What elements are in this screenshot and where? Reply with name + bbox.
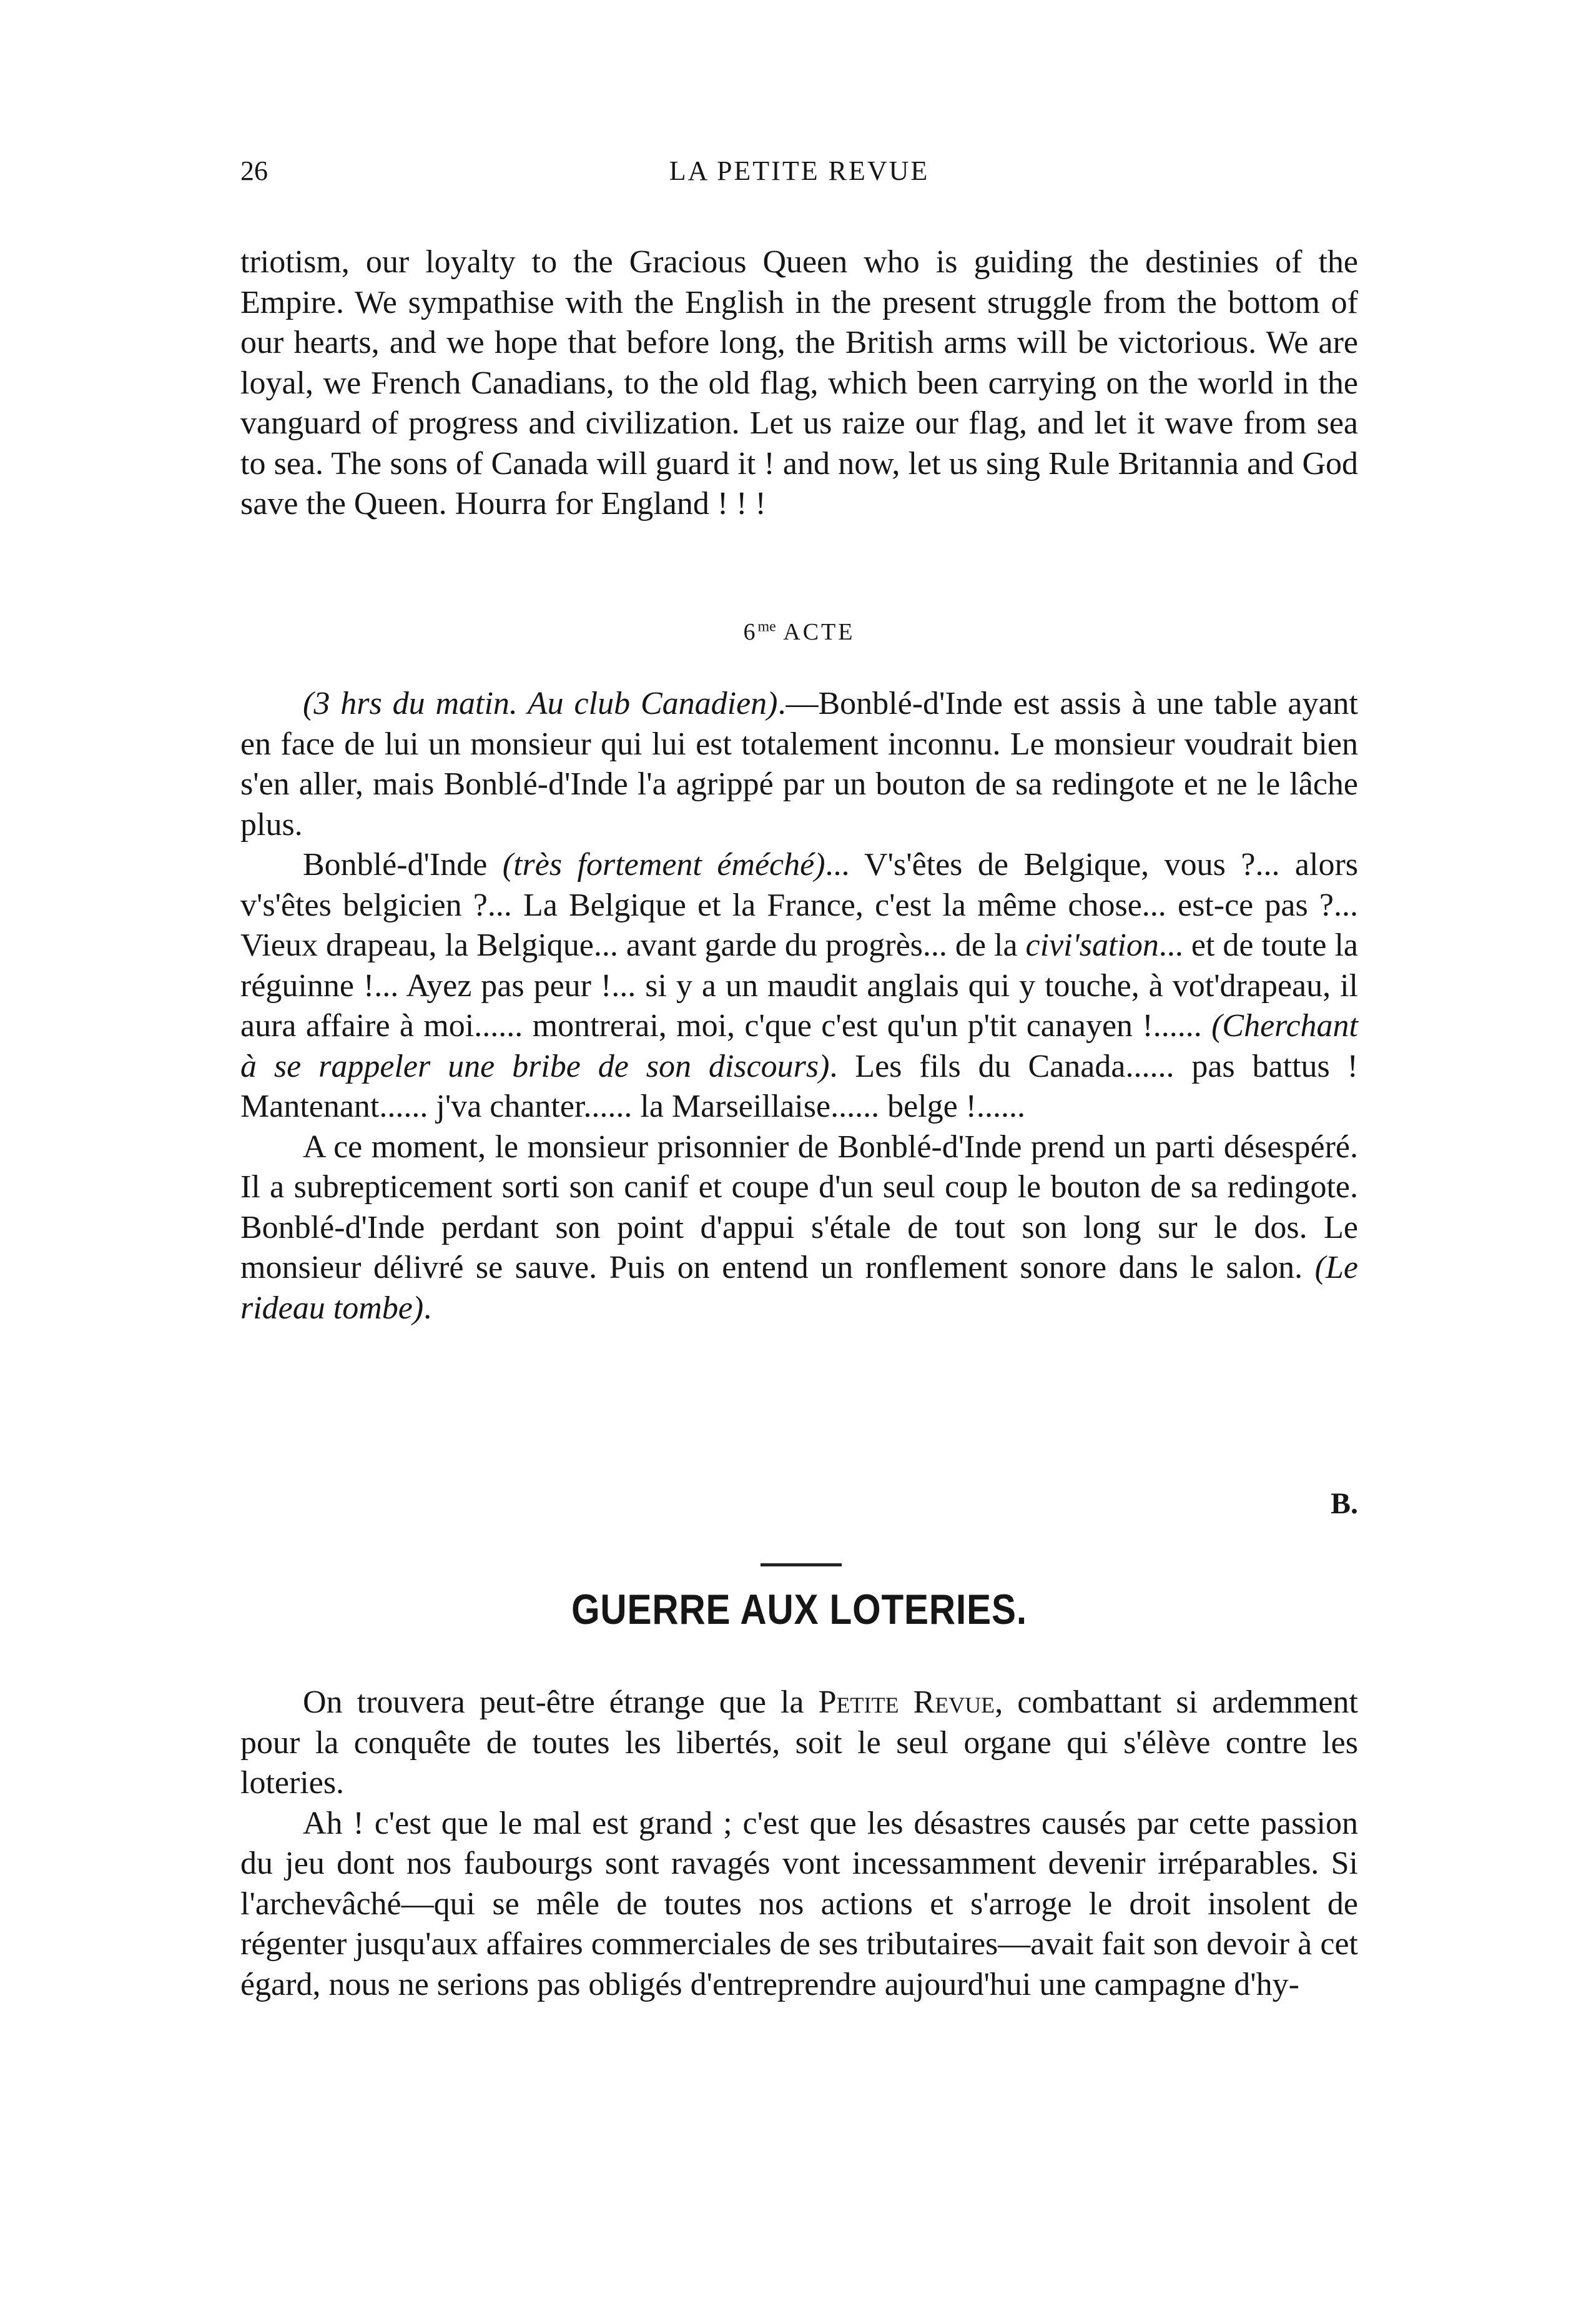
article-text: On trouvera peut-être étrange que la (303, 1684, 819, 1720)
stage-direction-text: .—Bonblé-d'Inde est assis à une table ayant en face de lui un monsieur qui lui est totalement inconnu. Le monsieur voudrait bien s'en aller, mais Bonblé-d'Inde l'a agrippé par un bouton de sa redingote et ne le lâche plus. (240, 686, 1358, 843)
stage-direction-paragraph (240, 684, 1358, 845)
closing-paragraph (240, 1127, 1358, 1329)
english-speech-block (240, 242, 1358, 525)
running-header (240, 155, 1358, 199)
closing-text: A ce moment, le monsieur prisonnier de Bonblé-d'Inde prend un parti désespéré. Il a subrepticement sorti son canif et coupe d'un seul coup le bouton de sa redingote. Bonblé-d'Inde perdant son point d'appui s'étale de tout son long sur le dos. Le monsieur délivré se sauve. Puis on entend un ronflement sonore dans le salon. (240, 1129, 1358, 1285)
act-six-text (240, 684, 1358, 1328)
author-signature: B. (1330, 1487, 1358, 1520)
act-number: 6 (743, 619, 758, 645)
journal-title: LA PETITE REVUE (669, 156, 930, 186)
section-separator (761, 1563, 842, 1566)
speaker-name: Bonblé-d'Inde (303, 847, 503, 883)
article-text: , combattant si ardemment pour la conquête de toutes les libertés, soit le seul organe qui s'élève contre les loteries. (240, 1684, 1359, 1801)
page-number: 26 (240, 156, 268, 186)
speech-text: . Les fils du Canada...... pas battus ! Mantenant...... j'va chanter...... la Marseillaise...... belge !...... (240, 1048, 1358, 1124)
article-paragraph (240, 1683, 1358, 1804)
section-title: GUERRE AUX LOTERIES. (571, 1586, 1027, 1633)
stage-note: (très fortement éméché) (502, 847, 825, 883)
speech-text: ... et de toute la réguinne !... Ayez pas peur !... si y a un maudit anglais qui y touche, à vot'drapeau, il aura affaire à moi...... montrerai, moi, c'que c'est qu'un p'tit canayen !...... (240, 927, 1359, 1044)
article-paragraph: Ah ! c'est que le mal est grand ; c'est que les désastres causés par cette passion du jeu dont nos faubourgs sont ravagés vont incessamment devenir irréparables. Si l'archevâché—qui se mêle de toutes nos actions et s'arroge le droit insolent de régenter jusqu'aux affaires commerciales de ses tributaires—avait fait son devoir à cet égard, nous ne serions pas obligés d'entreprendre aujourd'hui une campagne d'hy- (240, 1805, 1358, 2002)
act-heading (240, 618, 1358, 646)
closing-punctuation: . (423, 1290, 432, 1326)
speech-italic-word: civi'sation (1025, 927, 1159, 963)
act-label: ACTE (783, 619, 855, 645)
stage-direction-italic: (3 hrs du matin. Au club Canadien) (303, 686, 778, 721)
curtain-direction: (Le rideau tombe) (240, 1250, 1358, 1326)
stage-note: (Cherchant à se rappeler une bribe de son discours) (240, 1008, 1358, 1084)
paragraph: triotism, our loyalty to the Gracious Queen who is guiding the destinies of the Empire. We sympathise with the English in the present struggle from the bottom of our hearts, and we hope that before long, the British arms will be victorious. We are loyal, we French Canadians, to the old flag, which been carrying on the world in the vanguard of progress and civilization. Let us raize our flag, and let it wave from sea to sea. The sons of Canada will guard it ! and now, let us sing Rule Britannia and God save the Queen. Hourra for England ! ! ! (240, 244, 1358, 522)
speech-text: ... V's'êtes de Belgique, vous ?... alors v's'êtes belgicien ?... La Belgique et la France, c'est la même chose... est-ce pas ?... Vieux drapeau, la Belgique... avant garde du progrès... de la (240, 847, 1358, 963)
lotteries-article-text (240, 1683, 1358, 2005)
journal-name-small-caps: Petite Revue (818, 1684, 995, 1720)
dialogue-paragraph (240, 845, 1358, 1127)
act-number-suffix: me (757, 618, 776, 635)
